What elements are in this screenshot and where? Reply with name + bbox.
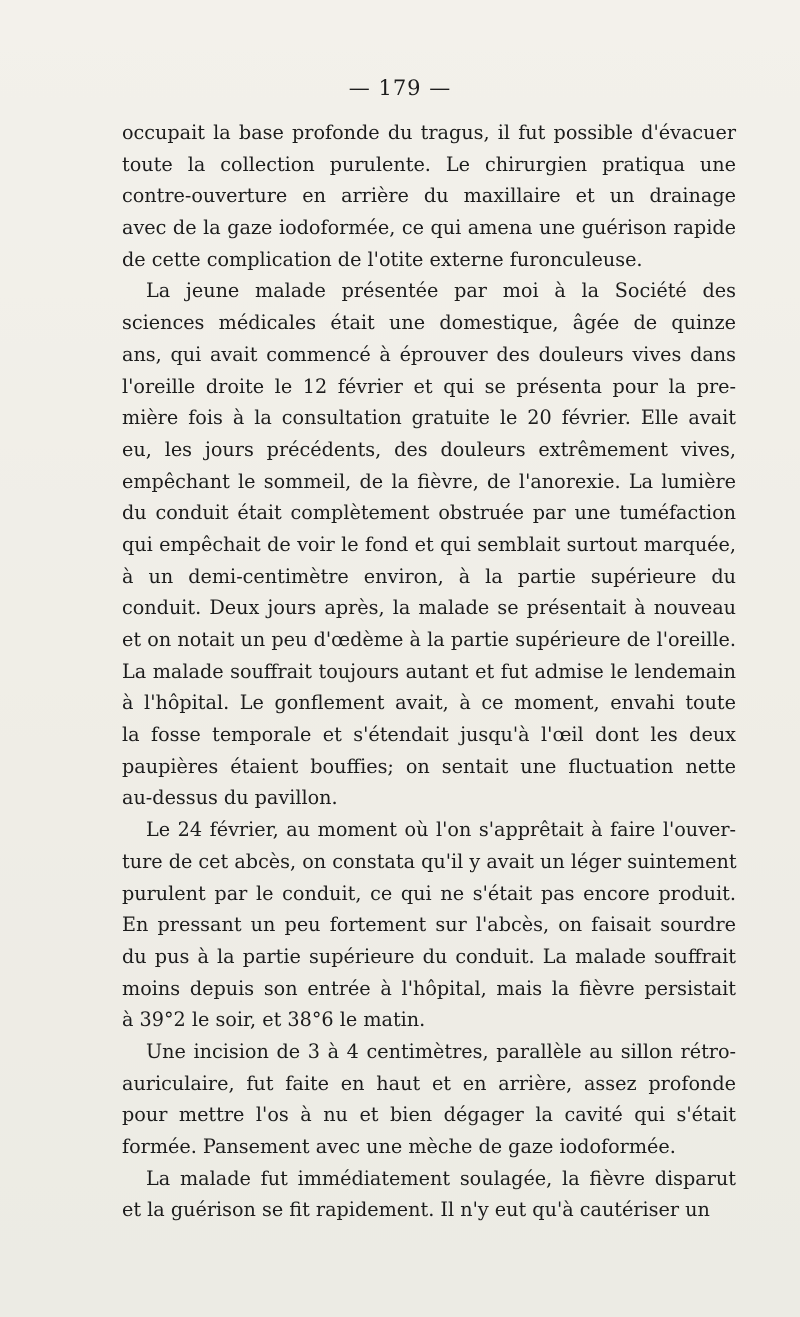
text-line: eu, les jours précédents, des douleurs extrêmement vives, [122,437,736,461]
text-line: à l'hôpital. Le gonflement avait, à ce moment, envahi toute [122,691,736,715]
text-line: à 39°2 le soir, et 38°6 le matin. [122,1008,426,1032]
text-line: mière fois à la consultation gratuite le 20 février. Elle avait [122,406,736,430]
text-line: purulent par le conduit, ce qui ne s'était pas encore produit. [122,881,736,905]
text-line: paupières étaient bouffies; on sentait une fluctuation nette [122,754,736,778]
text-line: Le 24 février, au moment où l'on s'apprêtait à faire l'ouver- [146,818,736,842]
text-line: l'oreille droite le 12 février et qui se présenta pour la pre- [122,374,736,398]
text-line: La jeune malade présentée par moi à la Société des [146,279,736,303]
text-line: du pus à la partie supérieure du conduit. La malade souffrait [122,944,736,968]
text-line: conduit. Deux jours après, la malade se présentait à nouveau [122,596,736,620]
text-line: Une incision de 3 à 4 centimètres, parallèle au sillon rétro- [146,1039,736,1063]
text-line: moins depuis son entrée à l'hôpital, mais la fièvre persistait [122,976,736,1000]
text-line: à un demi-centimètre environ, à la partie supérieure du [122,564,736,588]
text-line: au-dessus du pavillon. [122,786,338,810]
text-line: la fosse temporale et s'étendait jusqu'à l'œil dont les deux [122,723,736,747]
text-line: La malade souffrait toujours autant et fut admise le lendemain [122,659,736,683]
text-line: formée. Pansement avec une mèche de gaze iodoformée. [122,1135,676,1158]
body-text [122,117,736,1226]
text-line: pour mettre l'os à nu et bien dégager la cavité qui s'était [122,1103,736,1127]
text-line: toute la collection purulente. Le chirurgien pratiqua une [122,152,736,176]
text-line: La malade fut immédiatement soulagée, la fièvre disparut [146,1166,736,1190]
text-line: du conduit était complètement obstruée par une tuméfaction [122,501,736,525]
page-number: — 179 — [348,76,452,100]
text-line: contre-ouverture en arrière du maxillaire et un drainage [122,184,736,208]
text-line: avec de la gaze iodoformée, ce qui amena une guérison rapide [122,216,736,240]
text-line: de cette complication de l'otite externe furonculeuse. [122,247,643,271]
text-line: En pressant un peu fortement sur l'abcès, on faisait sourdre [122,913,736,937]
text-line: occupait la base profonde du tragus, il fut possible d'évacuer [122,121,736,144]
text-line: sciences médicales était une domestique, âgée de quinze [122,311,736,335]
text-line: et on notait un peu d'œdème à la partie supérieure de l'oreille. [122,628,736,651]
text-line: empêchant le sommeil, de la fièvre, de l'anorexie. La lumière [122,469,736,493]
text-line: ture de cet abcès, on constata qu'il y avait un léger suintement [122,849,737,873]
text-line: ans, qui avait commencé à éprouver des douleurs vives dans [122,342,736,366]
text-line: auriculaire, fut faite en haut et en arrière, assez profonde [122,1071,736,1095]
text-line: qui empêchait de voir le fond et qui semblait surtout marquée, [122,532,736,556]
text-line: et la guérison se fit rapidement. Il n'y eut qu'à cautériser un [122,1198,710,1222]
